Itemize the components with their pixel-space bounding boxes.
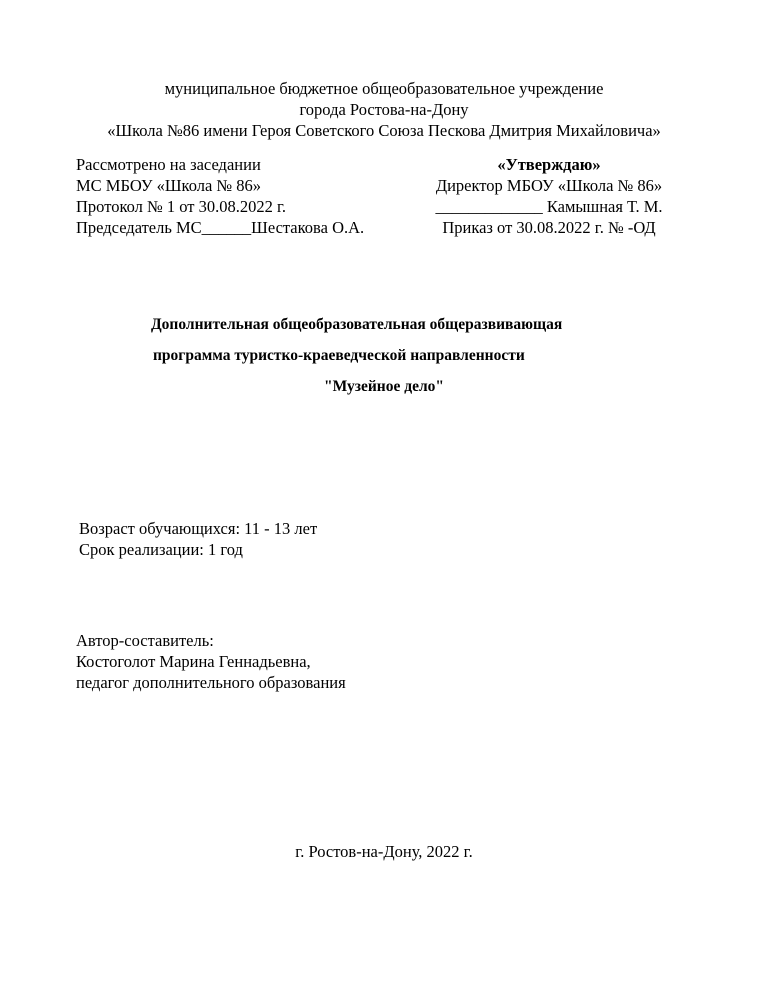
reviewed-line-2: МС МБОУ «Школа № 86» bbox=[76, 176, 262, 195]
approved-line-3: _____________ Камышная Т. М. bbox=[435, 197, 663, 216]
program-title-line-3: "Музейное дело" bbox=[323, 378, 445, 395]
institution-type: муниципальное бюджетное общеобразовательное учреждение bbox=[164, 79, 604, 98]
program-title-line-2: программа туристко-краеведческой направленности bbox=[153, 347, 525, 364]
place-and-year: г. Ростов-на-Дону, 2022 г. bbox=[295, 842, 473, 861]
reviewed-line-4: Председатель МС______Шестакова О.А. bbox=[76, 218, 365, 237]
approved-block bbox=[418, 154, 680, 238]
author-position: педагог дополнительного образования bbox=[76, 673, 346, 692]
approved-line-2: Директор МБОУ «Школа № 86» bbox=[435, 176, 663, 195]
program-title-line-1: Дополнительная общеобразовательная общеразвивающая bbox=[151, 316, 563, 333]
implementation-period: Срок реализации: 1 год bbox=[79, 540, 243, 559]
institution-city: города Ростова-на-Дону bbox=[299, 100, 469, 119]
author-name: Костоголот Марина Геннадьевна, bbox=[76, 652, 311, 671]
reviewed-block bbox=[76, 154, 364, 238]
author-block bbox=[76, 630, 346, 693]
approved-heading: «Утверждаю» bbox=[497, 155, 601, 174]
author-label: Автор-составитель: bbox=[76, 631, 214, 650]
reviewed-line-1: Рассмотрено на заседании bbox=[76, 155, 261, 174]
institution-name: «Школа №86 имени Героя Советского Союза Пескова Дмитрия Михайловича» bbox=[107, 121, 661, 140]
student-age: Возраст обучающихся: 11 - 13 лет bbox=[79, 519, 318, 538]
approved-line-4: Приказ от 30.08.2022 г. № -ОД bbox=[442, 218, 656, 237]
program-info bbox=[79, 518, 317, 560]
reviewed-line-3: Протокол № 1 от 30.08.2022 г. bbox=[76, 197, 287, 216]
